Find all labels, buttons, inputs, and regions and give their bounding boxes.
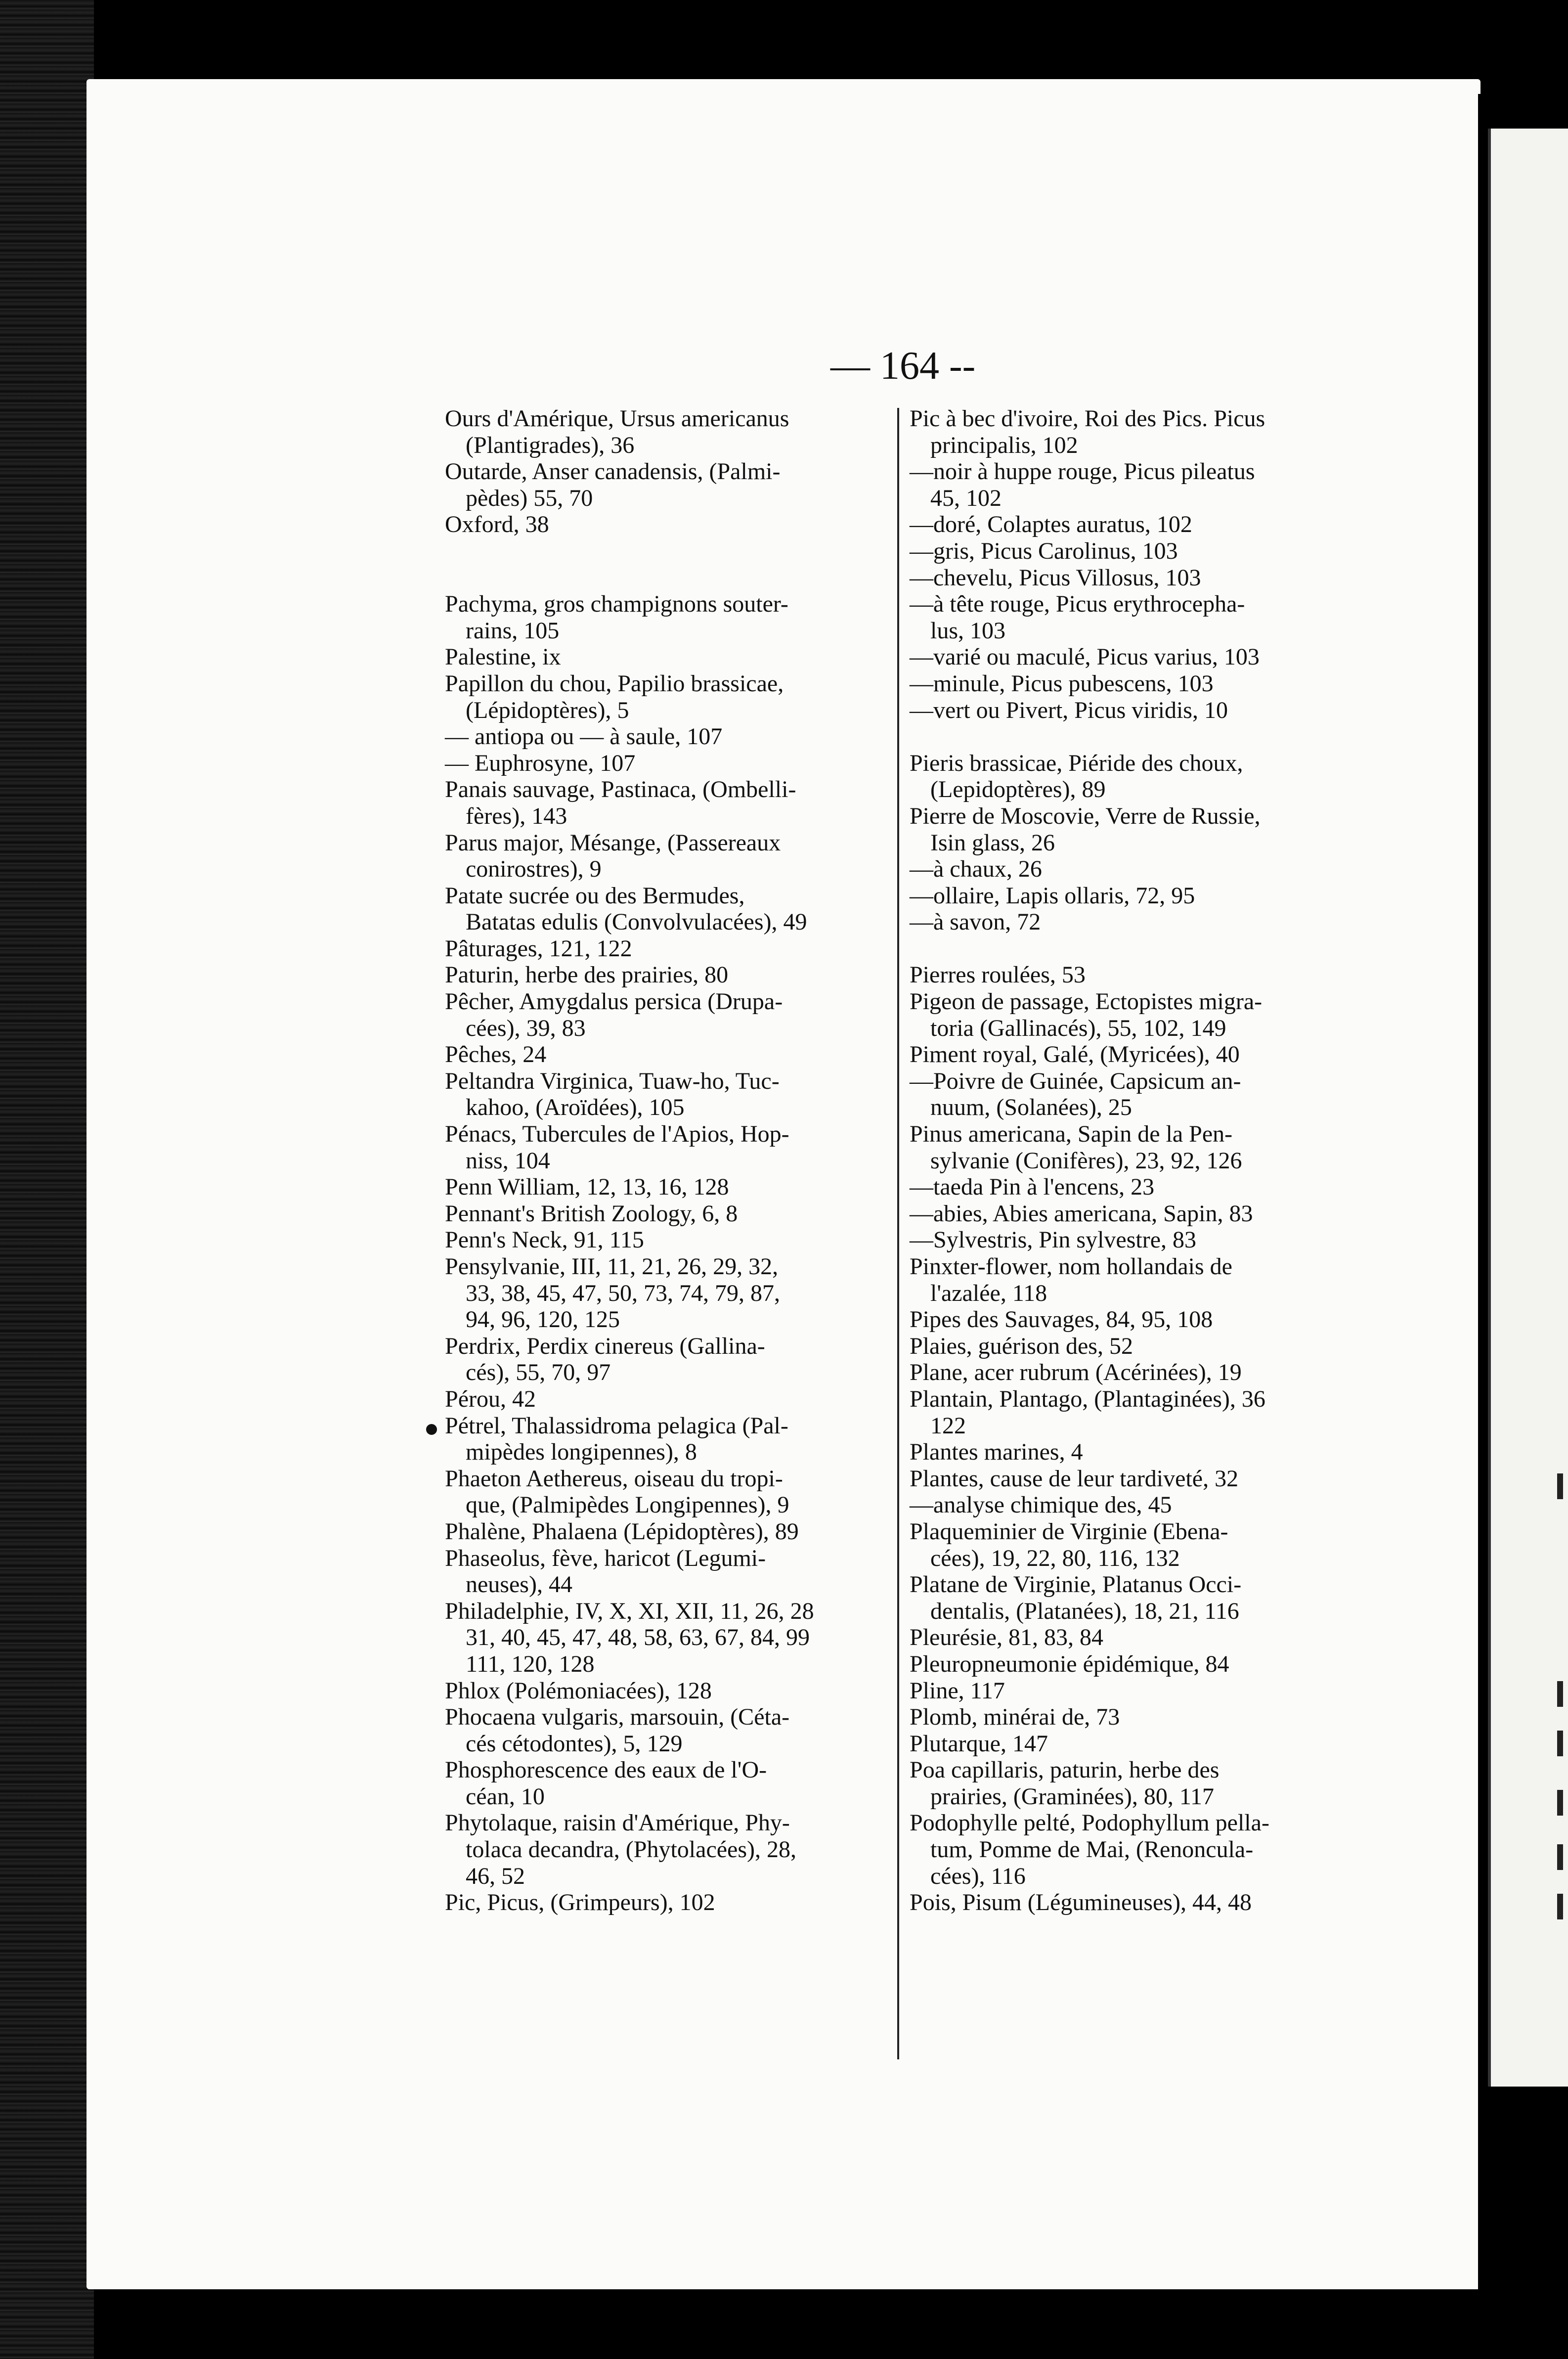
index-entry-line: Papillon du chou, Papilio brassicae, <box>445 670 784 697</box>
scanner-left-border <box>0 0 94 2359</box>
index-entry-line: Plane, acer rubrum (Acérinées), 19 <box>910 1359 1242 1386</box>
index-entry-line: Penn's Neck, 91, 115 <box>445 1227 644 1253</box>
index-entry-line: mipèdes longipennes), 8 <box>466 1439 697 1466</box>
index-entry-line: Perdrix, Perdix cinereus (Gallina- <box>445 1333 765 1359</box>
ink-dot <box>426 1424 437 1435</box>
index-entry-line: Pic à bec d'ivoire, Roi des Pics. Picus <box>910 405 1265 432</box>
index-column-left <box>445 405 895 1916</box>
index-entry-line: tum, Pomme de Mai, (Renoncula- <box>930 1836 1254 1863</box>
index-entry-line: Podophylle pelté, Podophyllum pella- <box>910 1810 1269 1836</box>
index-entry-line: —vert ou Pivert, Picus viridis, 10 <box>910 697 1228 723</box>
index-entry-line: Plantes marines, 4 <box>910 1439 1083 1466</box>
index-entry-line: Phocaena vulgaris, marsouin, (Céta- <box>445 1704 790 1731</box>
index-entry-line: Pline, 117 <box>910 1677 1005 1704</box>
index-entry-line: Plantain, Plantago, (Plantaginées), 36 <box>910 1385 1265 1412</box>
index-entry-line: Piment royal, Galé, (Myricées), 40 <box>910 1041 1240 1068</box>
index-entry-line: 122 <box>930 1412 966 1439</box>
index-entry-line: Phosphorescence des eaux de l'O- <box>445 1757 767 1783</box>
index-entry-line: céan, 10 <box>466 1783 545 1810</box>
index-entry-line: Pierres roulées, 53 <box>910 962 1086 988</box>
index-entry-line: —taeda Pin à l'encens, 23 <box>910 1174 1155 1201</box>
index-entry-line: —gris, Picus Carolinus, 103 <box>910 537 1178 564</box>
index-entry-line: —chevelu, Picus Villosus, 103 <box>910 564 1201 591</box>
index-entry-line: Outarde, Anser canadensis, (Palmi- <box>445 458 781 485</box>
index-entry-line: nuum, (Solanées), 25 <box>930 1094 1132 1121</box>
index-column-right <box>910 405 1359 1916</box>
index-entry-line: niss, 104 <box>466 1147 550 1174</box>
index-entry-line: Platane de Virginie, Platanus Occi- <box>910 1571 1242 1598</box>
index-entry-line: Pinxter-flower, nom hollandais de <box>910 1253 1232 1280</box>
index-entry-line <box>445 565 895 591</box>
index-entry-line: —à savon, 72 <box>910 909 1041 935</box>
index-entry-line: Paturin, herbe des prairies, 80 <box>445 962 729 988</box>
index-entry-line: Pinus americana, Sapin de la Pen- <box>910 1121 1233 1148</box>
index-entry-line: 45, 102 <box>930 485 1002 511</box>
index-entry-line: principalis, 102 <box>930 432 1078 458</box>
index-entry-line: 111, 120, 128 <box>466 1650 595 1677</box>
adjacent-page-edge <box>1488 129 1568 2087</box>
index-entry-line: Pêches, 24 <box>445 1041 547 1068</box>
index-entry-line: Phaeton Aethereus, oiseau du tropi- <box>445 1465 783 1492</box>
index-entry-line: Pâturages, 121, 122 <box>445 935 632 962</box>
column-divider <box>897 408 899 2059</box>
index-entry-line <box>910 723 1359 750</box>
index-entry-line: sylvanie (Conifères), 23, 92, 126 <box>930 1147 1242 1174</box>
index-entry-line: Pennant's British Zoology, 6, 8 <box>445 1200 738 1227</box>
index-entry-line <box>445 538 895 565</box>
index-entry-line: Plaies, guérison des, 52 <box>910 1333 1133 1359</box>
adjacent-page-letter <box>1557 1844 1563 1870</box>
page-number: — 164 -- <box>830 344 976 388</box>
adjacent-page-letter <box>1557 1681 1563 1707</box>
index-entry-line: prairies, (Graminées), 80, 117 <box>930 1783 1215 1810</box>
index-entry-line: —noir à huppe rouge, Picus pileatus <box>910 458 1255 485</box>
index-entry-line: Pieris brassicae, Piéride des choux, <box>910 750 1243 776</box>
index-entry-line: Pic, Picus, (Grimpeurs), 102 <box>445 1889 715 1916</box>
index-entry-line: Pleurésie, 81, 83, 84 <box>910 1624 1103 1651</box>
index-entry-line: cées), 39, 83 <box>466 1015 586 1041</box>
index-entry-line: rains, 105 <box>466 617 560 644</box>
index-entry-line: Peltandra Virginica, Tuaw-ho, Tuc- <box>445 1068 780 1094</box>
index-entry-line: kahoo, (Aroïdées), 105 <box>466 1094 685 1121</box>
index-entry-line: Pétrel, Thalassidroma pelagica (Pal- <box>445 1412 788 1439</box>
index-entry-line: —Sylvestris, Pin sylvestre, 83 <box>910 1227 1197 1253</box>
index-entry-line: fères), 143 <box>466 802 567 829</box>
index-entry-line: Pipes des Sauvages, 84, 95, 108 <box>910 1306 1213 1333</box>
index-entry-line: Phaseolus, fève, haricot (Legumi- <box>445 1545 766 1571</box>
adjacent-page-letter <box>1557 1790 1563 1816</box>
index-entry-line: (Plantigrades), 36 <box>466 432 635 458</box>
index-entry-line: neuses), 44 <box>466 1571 572 1598</box>
index-entry-line: Plomb, minérai de, 73 <box>910 1704 1120 1731</box>
index-entry-line: conirostres), 9 <box>466 856 602 883</box>
index-entry-line: lus, 103 <box>930 617 1006 644</box>
index-entry-line: Philadelphie, IV, X, XI, XII, 11, 26, 28 <box>445 1598 814 1624</box>
index-entry-line: Panais sauvage, Pastinaca, (Ombelli- <box>445 776 796 803</box>
index-entry-line: —à chaux, 26 <box>910 856 1042 883</box>
index-entry-line: Phlox (Polémoniacées), 128 <box>445 1677 712 1704</box>
index-entry-line: Pois, Pisum (Légumineuses), 44, 48 <box>910 1889 1252 1916</box>
index-entry-line: 46, 52 <box>466 1863 525 1889</box>
adjacent-page-letter <box>1557 1894 1563 1919</box>
index-entry-line: Palestine, ix <box>445 644 561 670</box>
index-entry-line: — antiopa ou — à saule, 107 <box>445 723 723 750</box>
index-entry-line: 31, 40, 45, 47, 48, 58, 63, 67, 84, 99 <box>466 1624 810 1651</box>
index-entry-line: —ollaire, Lapis ollaris, 72, 95 <box>910 882 1195 909</box>
index-entry-line: Pénacs, Tubercules de l'Apios, Hop- <box>445 1121 789 1148</box>
index-entry-line: Batatas edulis (Convolvulacées), 49 <box>466 909 807 935</box>
index-entry-line <box>910 935 1359 962</box>
index-entry-line: Pensylvanie, III, 11, 21, 26, 29, 32, <box>445 1253 779 1280</box>
index-entry-line: tolaca decandra, (Phytolacées), 28, <box>466 1836 797 1863</box>
index-entry-line: 94, 96, 120, 125 <box>466 1306 620 1333</box>
index-entry-line: Phalène, Phalaena (Lépidoptères), 89 <box>445 1518 799 1545</box>
index-entry-line: cés), 55, 70, 97 <box>466 1359 611 1386</box>
index-entry-line: Oxford, 38 <box>445 511 549 538</box>
index-entry-line: Plaqueminier de Virginie (Ebena- <box>910 1518 1228 1545</box>
index-entry-line: —abies, Abies americana, Sapin, 83 <box>910 1200 1253 1227</box>
index-entry-line: Pachyma, gros champignons souter- <box>445 591 788 618</box>
index-entry-line: cés cétodontes), 5, 129 <box>466 1730 683 1757</box>
index-entry-line: Phytolaque, raisin d'Amérique, Phy- <box>445 1810 790 1836</box>
index-entry-line: —à tête rouge, Picus erythrocepha- <box>910 591 1245 618</box>
index-entry-line: Plantes, cause de leur tardiveté, 32 <box>910 1465 1239 1492</box>
index-entry-line: —varié ou maculé, Picus varius, 103 <box>910 644 1260 670</box>
adjacent-page-letter <box>1557 1731 1563 1756</box>
index-entry-line: Plutarque, 147 <box>910 1730 1048 1757</box>
index-entry-line: pèdes) 55, 70 <box>466 485 593 511</box>
index-entry-line: —analyse chimique des, 45 <box>910 1492 1172 1518</box>
adjacent-page-letter <box>1557 1473 1563 1499</box>
index-entry-line: Isin glass, 26 <box>930 829 1055 856</box>
index-entry-line: Pérou, 42 <box>445 1385 536 1412</box>
index-entry-line: cées), 19, 22, 80, 116, 132 <box>930 1545 1180 1571</box>
index-entry-line: l'azalée, 118 <box>930 1280 1047 1306</box>
index-entry-line: —doré, Colaptes auratus, 102 <box>910 511 1192 538</box>
index-entry-line: Poa capillaris, paturin, herbe des <box>910 1757 1220 1783</box>
index-entry-line: (Lépidoptères), 5 <box>466 697 629 723</box>
index-entry-line: Patate sucrée ou des Bermudes, <box>445 882 745 909</box>
index-entry-line: Pierre de Moscovie, Verre de Russie, <box>910 802 1261 829</box>
index-entry-line: Pêcher, Amygdalus persica (Drupa- <box>445 988 783 1015</box>
index-entry-line: — Euphrosyne, 107 <box>445 750 636 776</box>
index-entry-line: que, (Palmipèdes Longipennes), 9 <box>466 1492 789 1518</box>
index-entry-line: 33, 38, 45, 47, 50, 73, 74, 79, 87, <box>466 1280 780 1306</box>
index-entry-line: Pleuropneumonie épidémique, 84 <box>910 1650 1229 1677</box>
index-entry-line: Parus major, Mésange, (Passereaux <box>445 829 781 856</box>
index-entry-line: —Poivre de Guinée, Capsicum an- <box>910 1068 1241 1094</box>
index-entry-line: Pigeon de passage, Ectopistes migra- <box>910 988 1263 1015</box>
index-entry-line: toria (Gallinacés), 55, 102, 149 <box>930 1015 1226 1041</box>
index-entry-line: (Lepidoptères), 89 <box>930 776 1106 803</box>
index-entry-line: —minule, Picus pubescens, 103 <box>910 670 1214 697</box>
index-entry-line: Ours d'Amérique, Ursus americanus <box>445 405 789 432</box>
index-entry-line: Penn William, 12, 13, 16, 128 <box>445 1174 729 1201</box>
index-entry-line: dentalis, (Platanées), 18, 21, 116 <box>930 1598 1239 1624</box>
index-entry-line: cées), 116 <box>930 1863 1026 1889</box>
